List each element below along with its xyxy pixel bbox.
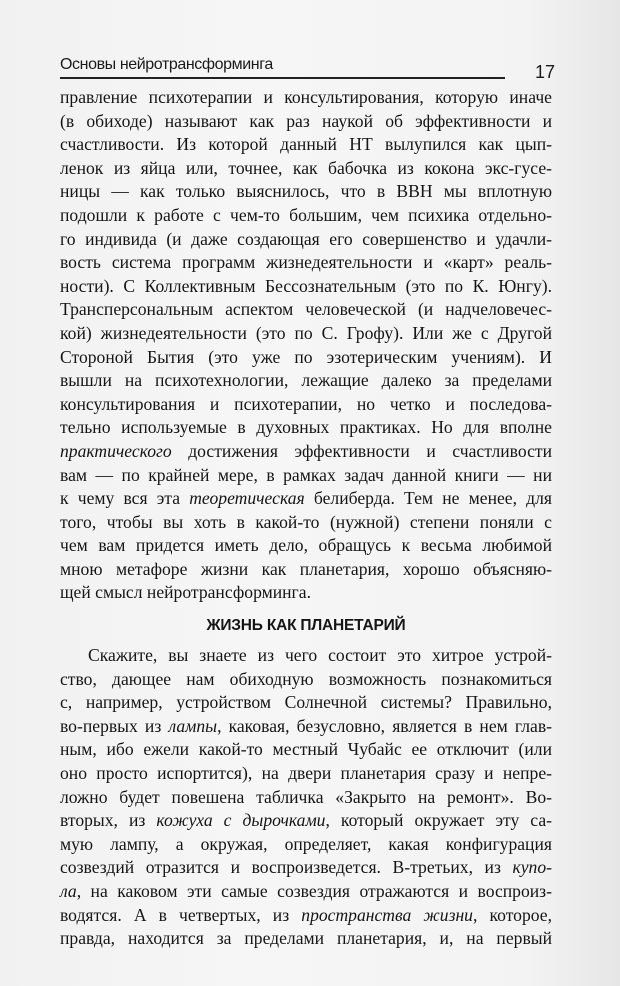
text-line: вторых, из кожуха с дырочками, который окружает эту са-	[60, 810, 552, 831]
emphasis: лампы	[168, 715, 218, 736]
running-header	[60, 56, 555, 82]
running-title: Основы нейротрансформинга	[60, 56, 273, 73]
text-line: щей смысл нейротрансформинга.	[60, 582, 311, 603]
text-line: вам — по крайней мере, в рамках задач данной книги — ни	[60, 464, 552, 485]
text-line: к чему вся эта теоретическая белиберда. Тем не менее, для	[60, 488, 552, 509]
text-line: водятся. А в четвертых, из пространства жизни, которое,	[60, 904, 552, 925]
text-line: Трансперсональным аспектом человеческой (и надчеловечес-	[60, 299, 552, 320]
emphasis: ла	[60, 881, 77, 901]
text-line: Стороной Бытия (это уже по эзотерическим учениям). И	[60, 346, 552, 367]
text-line: вышли на психотехнологии, лежащие далеко за пределами	[60, 370, 552, 391]
text-line: консультирования и психотерапии, но четко и последова-	[60, 393, 552, 414]
text-line: Скажите, вы знаете из чего состоит это хитрое устрой-	[88, 645, 552, 666]
text-line: мую лампу, а окружая, определяет, какая конфигурация	[60, 833, 552, 854]
text-line: подошли к работе с чем-то большим, чем психика отдельно-	[60, 204, 552, 225]
text-line: го индивида (и даже создающая его совершенство и удачли-	[60, 228, 552, 249]
text-line: ным, ибо ежели какой-то местный Чубайс ее отключит (или	[60, 739, 552, 760]
text-line: ла, на каковом эти самые созвездия отражаются и воспроиз-	[60, 881, 552, 901]
text-line: тельно используемые в духовных практиках. Но для вполне	[60, 417, 552, 438]
text-line: кой) жизнедеятельности (это по С. Грофу). Или же с Другой	[60, 322, 552, 343]
text-line: (в обиходе) называют как раз наукой об эффективности и	[60, 110, 552, 131]
emphasis: теоретическая	[189, 488, 305, 509]
text-line: созвездий отразится и воспроизведется. В-третьих, из купо-	[60, 857, 552, 878]
text-line: правление психотерапии и консультирования, которую иначе	[60, 87, 552, 107]
emphasis: пространства жизни	[301, 904, 473, 925]
text-line: практического достижения эффективности и счастливости	[60, 440, 552, 461]
text-line: ство, дающее нам обиходную возможность познакомиться	[60, 668, 552, 689]
emphasis: купо-	[512, 857, 552, 878]
text-line: того, чтобы вы хоть в какой-то (нужной) степени поняли с	[60, 511, 552, 532]
text-line: во-первых из лампы, каковая, безусловно, является в нем глав-	[60, 715, 553, 736]
text-line: чем вам придется иметь дело, обращусь к весьма любимой	[60, 535, 552, 556]
page-number: 17	[534, 62, 555, 82]
text-line: вость система программ жизнедеятельности и «карт» реаль-	[60, 252, 552, 273]
text-line: мною метафоре жизни как планетария, хорошо объясняю-	[60, 558, 552, 579]
emphasis: практического	[60, 440, 172, 461]
header-rule	[60, 77, 505, 79]
emphasis: кожуха с дырочками	[156, 810, 326, 831]
text-line: ложно будет повешена табличка «Закрыто на ремонт». Во-	[60, 786, 552, 807]
text-line: с, например, устройством Солнечной системы? Правильно,	[60, 692, 552, 713]
text-line: ницы — как только выяснилось, что в ВВН мы вплотную	[60, 181, 552, 202]
text-line: ности). С Коллективным Бессознательным (это по К. Юнгу).	[60, 275, 552, 296]
text-line: счастливости. Из которой данный НТ вылупился как цып-	[60, 134, 552, 155]
section-heading: ЖИЗНЬ КАК ПЛАНЕТАРИЙ	[206, 617, 406, 635]
text-line: оно просто испортится), на двери планетария сразу и непре-	[60, 763, 552, 784]
text-line: ленок из яйца или, точнее, как бабочка из кокона экс-гусе-	[60, 157, 552, 178]
text-line: правда, находится за пределами планетария, и, на первый	[60, 928, 552, 949]
body-text	[60, 86, 552, 951]
